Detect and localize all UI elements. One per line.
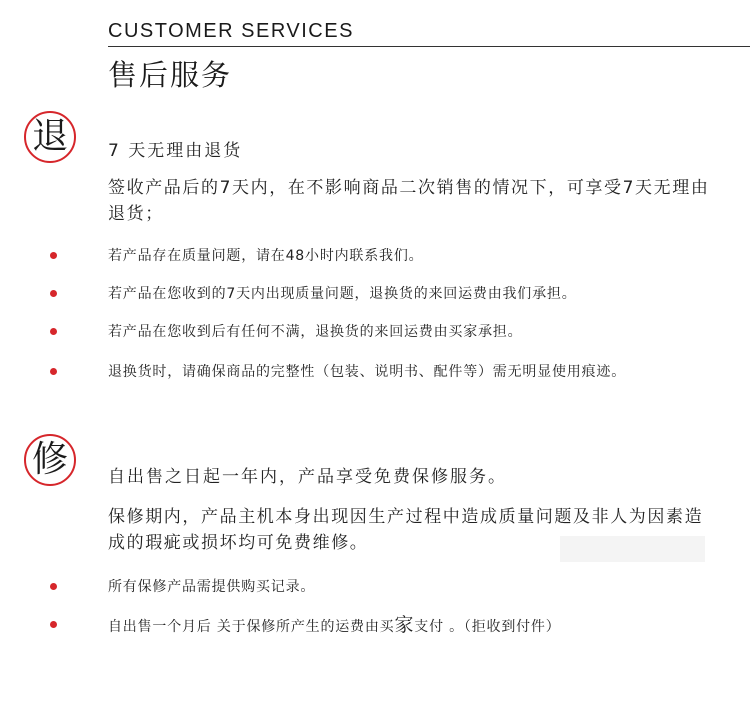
repair-item-2-part-d: 支付 。（拒收到付件） bbox=[414, 619, 561, 635]
returns-bullet-4 bbox=[50, 368, 57, 375]
repair-bullet-1 bbox=[50, 583, 57, 590]
repair-paragraph: 保修期内，产品主机本身出现因生产过程中造成质量问题及非人为因素造成的瑕疵或损坏均可免费维修。 bbox=[108, 507, 704, 553]
returns-item-1: 若产品存在质量问题，请在48小时内联系我们。 bbox=[108, 248, 424, 264]
returns-bullet-1 bbox=[50, 252, 57, 259]
header-title-en: CUSTOMER SERVICES bbox=[108, 20, 354, 42]
returns-item-2: 若产品在您收到的7天内出现质量问题，退换货的来回运费由我们承担。 bbox=[108, 286, 577, 302]
returns-item-4: 退换货时，请确保商品的完整性（包装、说明书、配件等）需无明显使用痕迹。 bbox=[108, 364, 626, 380]
returns-paragraph: 签收产品后的7天内，在不影响商品二次销售的情况下，可享受7天无理由退货； bbox=[108, 178, 710, 224]
repair-bullet-2 bbox=[50, 621, 57, 628]
returns-bullet-3 bbox=[50, 328, 57, 335]
repair-item-1: 所有保修产品需提供购买记录。 bbox=[108, 579, 316, 595]
repair-item-2-part-a: 自出售一个月后 bbox=[108, 619, 212, 635]
returns-bullet-2 bbox=[50, 290, 57, 297]
returns-title: 7 天无理由退货 bbox=[108, 141, 243, 161]
returns-item-3: 若产品在您收到后有任何不满，退换货的来回运费由买家承担。 bbox=[108, 324, 523, 340]
repair-badge: 修 bbox=[24, 434, 76, 486]
returns-badge: 退 bbox=[24, 111, 76, 163]
header-title-cn: 售后服务 bbox=[108, 58, 233, 92]
repair-item-2 bbox=[108, 610, 561, 637]
repair-title: 自出售之日起一年内，产品享受免费保修服务。 bbox=[108, 467, 507, 487]
header-divider bbox=[108, 46, 750, 47]
repair-item-2-part-b: 关于保修所产生的运费由买 bbox=[211, 619, 395, 635]
repair-item-2-part-c: 家 bbox=[394, 614, 415, 636]
